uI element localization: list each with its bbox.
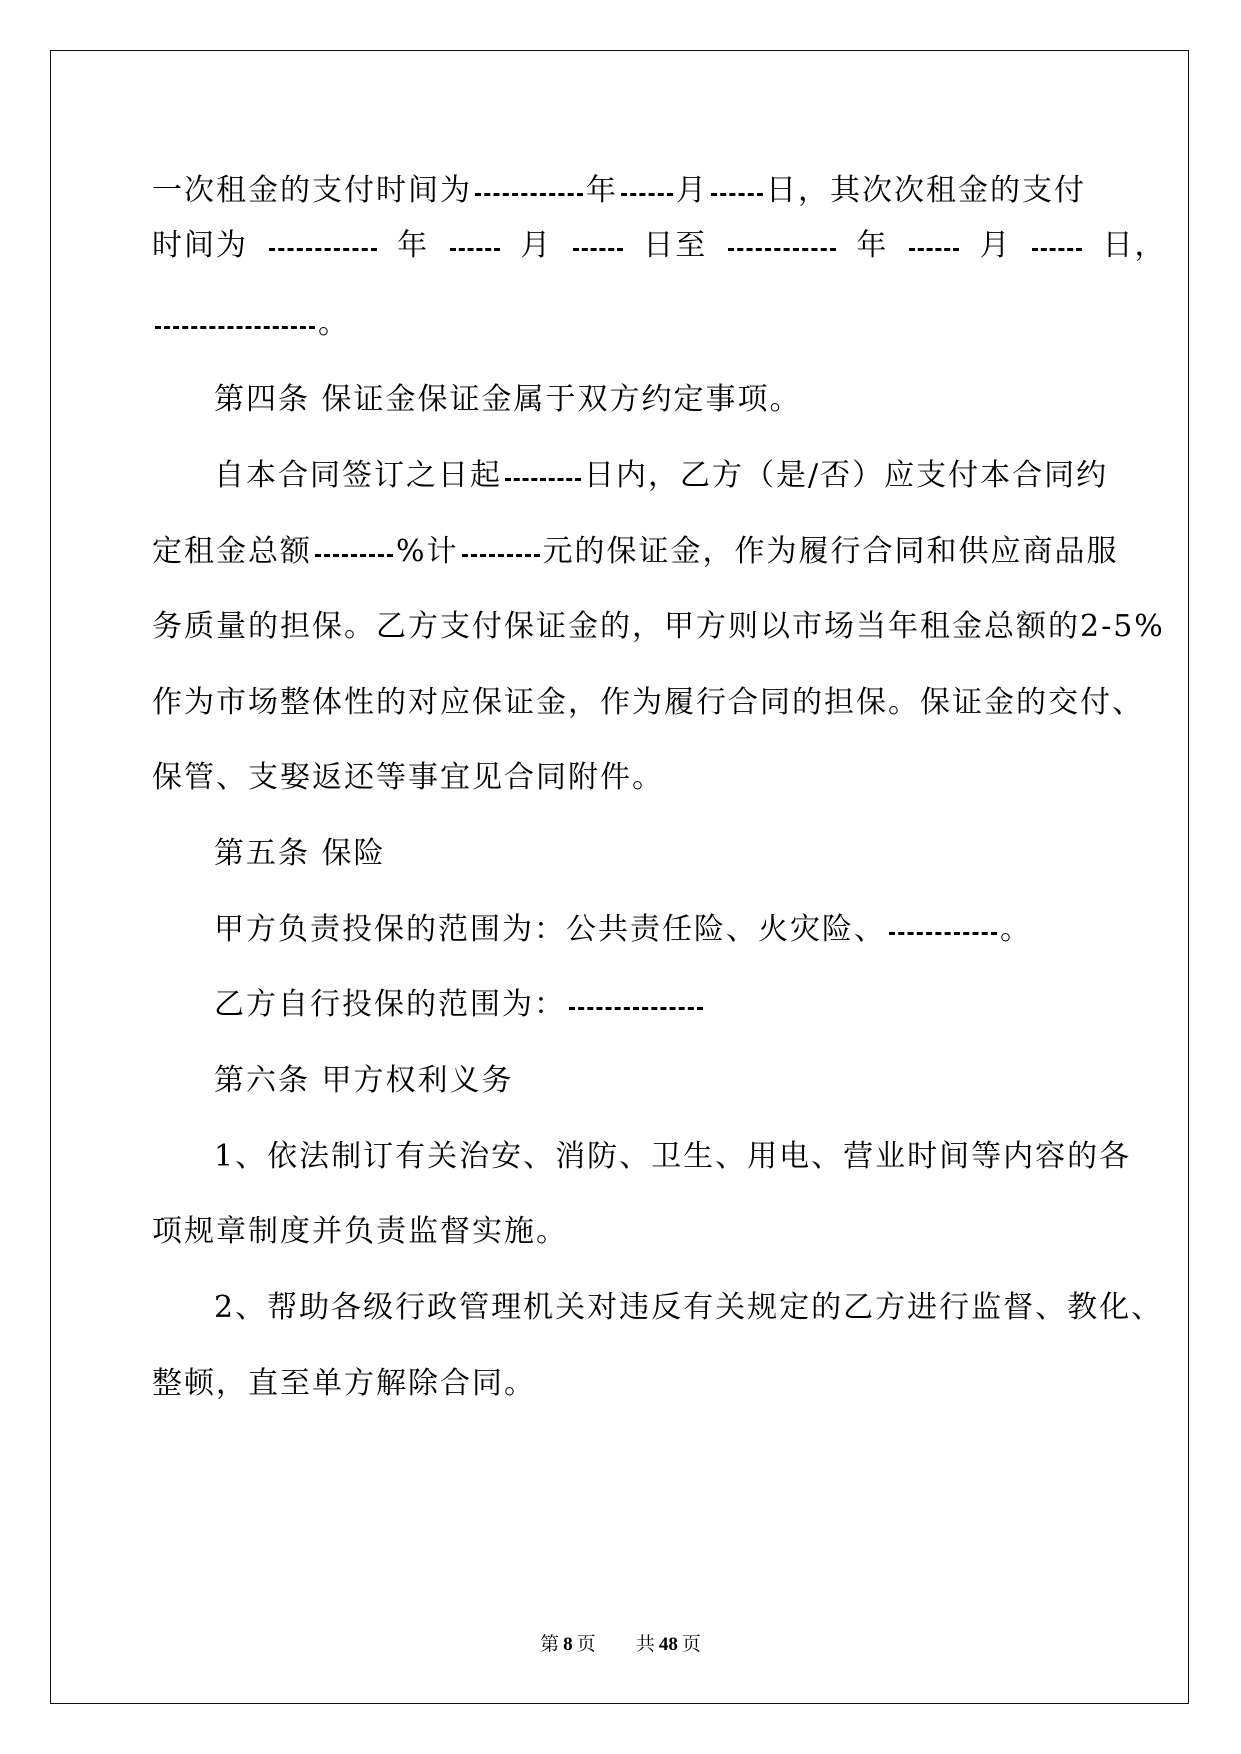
fill-blank[interactable] (315, 554, 393, 557)
fill-blank[interactable] (505, 478, 581, 481)
paragraph-line: 乙方自行投保的范围为： (214, 985, 706, 1025)
page-number: 8 (563, 1634, 573, 1655)
paragraph-line: 2、帮助各级行政管理机关对违反有关规定的乙方进行监督、教化、 (214, 1290, 1164, 1325)
paragraph-line: 一次租金的支付时间为 年 月 日，其次次租金的支付 (152, 173, 1086, 208)
fill-blank[interactable] (728, 248, 836, 251)
fill-blank[interactable] (889, 932, 997, 935)
fill-blank[interactable] (155, 326, 315, 329)
paragraph-line: 项规章制度并负责监督实施。 (152, 1214, 568, 1249)
fill-blank[interactable] (569, 1007, 703, 1010)
paragraph-line: 保管、支娶返还等事宜见合同附件。 (152, 760, 664, 795)
paragraph-line: 务质量的担保。乙方支付保证金的，甲方则以市场当年租金总额的2-5% (152, 609, 1165, 644)
paragraph-line: 作为市场整体性的对应保证金，作为履行合同的担保。保证金的交付、 (152, 685, 1144, 720)
fill-blank[interactable] (711, 193, 763, 196)
page-footer: 第 8 页 共 48 页 (540, 1633, 701, 1655)
fill-blank[interactable] (1032, 248, 1082, 251)
total-pages: 48 (658, 1634, 678, 1655)
paragraph-line: 整顿，直至单方解除合同。 (152, 1366, 536, 1401)
fill-blank[interactable] (462, 554, 540, 557)
article-heading: 第六条 甲方权利义务 (214, 1063, 514, 1098)
article-heading: 第五条 保险 (214, 836, 386, 871)
fill-blank[interactable] (450, 248, 500, 251)
paragraph-line: 1、依法制订有关治安、消防、卫生、用电、营业时间等内容的各 (214, 1139, 1132, 1174)
paragraph-line: 自本合同签订之日起 日内，乙方（是/否）应支付本合同约 (214, 458, 1109, 493)
paragraph-line: 甲方负责投保的范围为：公共责任险、火灾险、 。 (214, 912, 1032, 947)
article-heading: 第四条 保证金保证金属于双方约定事项。 (214, 382, 802, 417)
page-border (50, 50, 1189, 1704)
paragraph-line: 时间为 年 月 日至 年 月 日， (152, 228, 1167, 263)
fill-blank[interactable] (573, 248, 623, 251)
paragraph-line: 。 (152, 304, 350, 344)
fill-blank[interactable] (475, 193, 583, 196)
fill-blank[interactable] (621, 193, 673, 196)
paragraph-line: 定租金总额 %计 元的保证金，作为履行合同和供应商品服 (152, 534, 1119, 569)
fill-blank[interactable] (269, 248, 377, 251)
fill-blank[interactable] (909, 248, 959, 251)
